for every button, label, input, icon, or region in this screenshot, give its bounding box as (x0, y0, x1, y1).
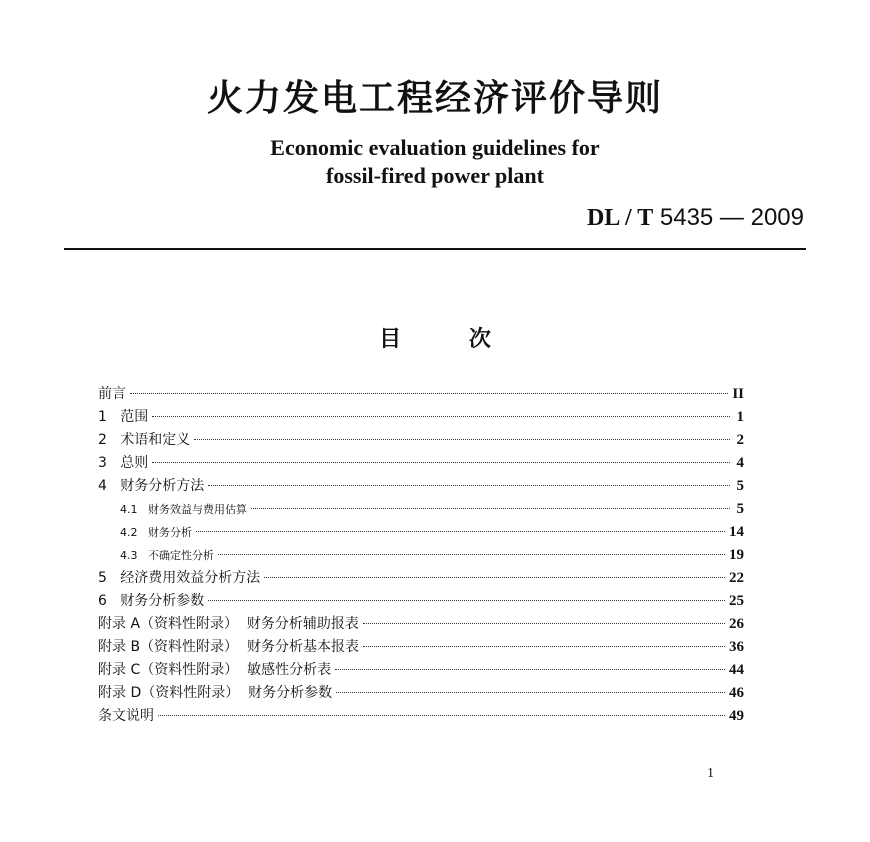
toc-entry-label: 附录 A（资料性附录） 财务分析辅助报表 (98, 616, 359, 632)
toc-entry[interactable] (98, 682, 744, 705)
toc-entry[interactable] (98, 705, 744, 728)
toc-entry-page: 26 (729, 616, 744, 632)
toc-entry-page: 4 (736, 455, 744, 471)
toc-entry-label: 附录 C（资料性附录） 敏感性分析表 (98, 662, 332, 678)
toc-entry[interactable] (98, 613, 744, 636)
toc-entry-page: 19 (729, 547, 744, 563)
toc-entry-label: 条文说明 (98, 708, 154, 724)
toc-entry[interactable] (98, 636, 744, 659)
toc-entry[interactable] (98, 659, 744, 682)
toc-entry-page: 25 (729, 593, 744, 609)
toc-entry-page: 36 (729, 639, 744, 655)
dot-leader (218, 554, 725, 555)
page-number: 1 (707, 766, 714, 781)
table-of-contents (98, 383, 744, 728)
toc-heading: 目 次 (379, 327, 491, 352)
toc-entry-page: 44 (729, 662, 744, 678)
english-title-line-1: Economic evaluation guidelines for (270, 135, 600, 160)
toc-entry[interactable] (98, 452, 744, 475)
toc-entry[interactable] (98, 567, 744, 590)
toc-subentry[interactable] (98, 521, 744, 544)
dot-leader (264, 577, 725, 578)
toc-entry-page: 1 (736, 409, 744, 425)
toc-entry-page: 46 (729, 685, 744, 701)
toc-entry-label: 4.2 财务分析 (120, 526, 192, 539)
toc-entry-page: 49 (729, 708, 744, 724)
title-divider (64, 248, 806, 250)
toc-entry[interactable] (98, 429, 744, 452)
toc-entry-label: 2 术语和定义 (98, 432, 191, 448)
toc-entry-page: 2 (736, 432, 744, 448)
toc-entry-label: 前言 (98, 386, 126, 402)
dot-leader (194, 439, 730, 440)
dot-leader (152, 462, 730, 463)
toc-entry[interactable] (98, 406, 744, 429)
dot-leader (152, 416, 730, 417)
toc-entry-label: 4 财务分析方法 (98, 478, 205, 494)
dot-leader (196, 531, 725, 532)
toc-entry-page: 5 (736, 478, 744, 494)
dot-leader (336, 692, 725, 693)
toc-entry-label: 4.1 财务效益与费用估算 (120, 503, 247, 516)
english-title (0, 134, 870, 190)
toc-entry-page: 5 (736, 501, 744, 517)
dot-leader (208, 600, 725, 601)
toc-entry-page: 14 (729, 524, 744, 540)
toc-entry-page: II (732, 386, 744, 402)
toc-subentry[interactable] (98, 498, 744, 521)
toc-entry-label: 6 财务分析参数 (98, 593, 205, 609)
dot-leader (251, 508, 730, 509)
toc-entry[interactable] (98, 475, 744, 498)
toc-entry-label: 5 经济费用效益分析方法 (98, 570, 261, 586)
toc-subentry[interactable] (98, 544, 744, 567)
chinese-title: 火力发电工程经济评价导则 (206, 78, 663, 119)
toc-entry-label: 1 范围 (98, 409, 149, 425)
toc-entry[interactable] (98, 383, 744, 406)
standard-code (587, 204, 804, 232)
toc-entry-label: 4.3 不确定性分析 (120, 549, 214, 562)
dot-leader (363, 646, 725, 647)
dot-leader (208, 485, 730, 486)
dot-leader (158, 715, 725, 716)
toc-entry[interactable] (98, 590, 744, 613)
standard-code-prefix: DL / T (586, 205, 654, 231)
toc-entry-page: 22 (729, 570, 744, 586)
dot-leader (363, 623, 725, 624)
toc-entry-label: 附录 B（资料性附录） 财务分析基本报表 (98, 639, 359, 655)
dot-leader (335, 669, 725, 670)
toc-entry-label: 附录 D（资料性附录） 财务分析参数 (98, 685, 333, 701)
english-title-line-2: fossil-fired power plant (326, 163, 544, 188)
dot-leader (130, 393, 728, 394)
standard-code-number: 5435 — 2009 (659, 204, 804, 231)
toc-entry-label: 3 总则 (98, 455, 149, 471)
